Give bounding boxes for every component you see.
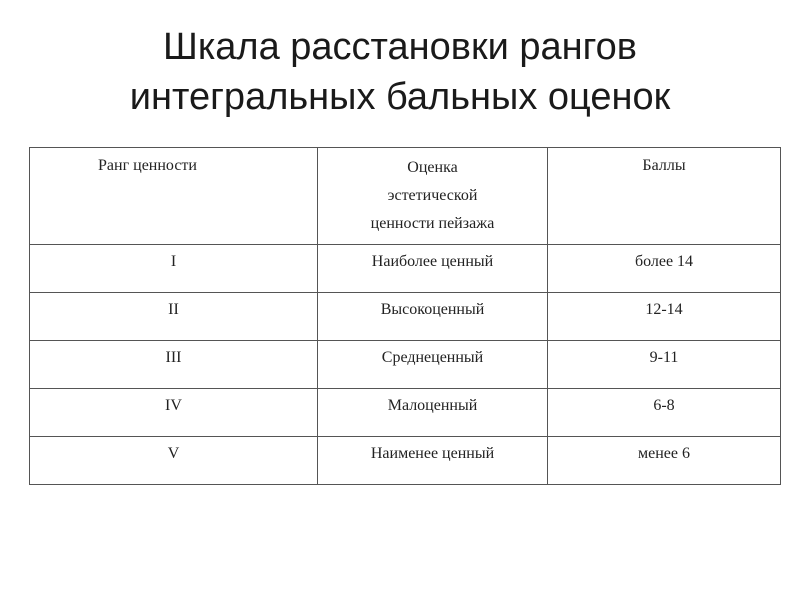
points-cell	[548, 437, 781, 485]
title-line-1: Шкала расстановки рангов	[163, 26, 637, 68]
points-value: 9-11	[649, 349, 679, 366]
points-cell	[548, 341, 781, 389]
table-row	[30, 341, 781, 389]
assessment-cell	[318, 389, 548, 437]
table-row	[30, 389, 781, 437]
points-cell	[548, 245, 781, 293]
points-value: 6-8	[653, 397, 675, 414]
assessment-cell	[318, 437, 548, 485]
assessment-cell	[318, 341, 548, 389]
rank-cell	[30, 437, 318, 485]
assessment-cell	[318, 293, 548, 341]
table-row	[30, 293, 781, 341]
header-cell-rank	[30, 148, 318, 245]
header-rank-label: Ранг ценности	[98, 157, 197, 174]
header-assessment-line-2: эстетической	[387, 187, 478, 204]
rank-scale-table	[29, 147, 781, 485]
points-cell	[548, 389, 781, 437]
rank-value: II	[168, 301, 179, 318]
header-cell-points	[548, 148, 781, 245]
rank-cell	[30, 389, 318, 437]
page-title	[0, 22, 800, 122]
header-assessment-label	[318, 148, 547, 238]
table-header-row	[30, 148, 781, 245]
rank-value: III	[165, 349, 182, 366]
header-points-label: Баллы	[642, 157, 686, 174]
table-row	[30, 245, 781, 293]
header-cell-assessment	[318, 148, 548, 245]
rank-value: IV	[165, 397, 182, 414]
rank-cell	[30, 293, 318, 341]
rank-cell	[30, 341, 318, 389]
assessment-value: Малоценный	[387, 397, 478, 414]
assessment-value: Среднеценный	[381, 349, 484, 366]
points-cell	[548, 293, 781, 341]
rank-cell	[30, 245, 318, 293]
points-value: более 14	[634, 253, 694, 270]
assessment-value: Наименее ценный	[370, 445, 495, 462]
points-value: 12-14	[645, 301, 683, 318]
rank-value: I	[170, 253, 177, 270]
title-line-2: интегральных бальных оценок	[129, 76, 671, 118]
header-assessment-line-3: ценности пейзажа	[370, 215, 495, 232]
assessment-cell	[318, 245, 548, 293]
assessment-value: Высокоценный	[380, 301, 485, 318]
rank-value: V	[167, 445, 180, 462]
header-assessment-line-1: Оценка	[407, 159, 458, 176]
points-value: менее 6	[638, 445, 690, 462]
assessment-value: Наиболее ценный	[371, 253, 494, 270]
table-row	[30, 437, 781, 485]
